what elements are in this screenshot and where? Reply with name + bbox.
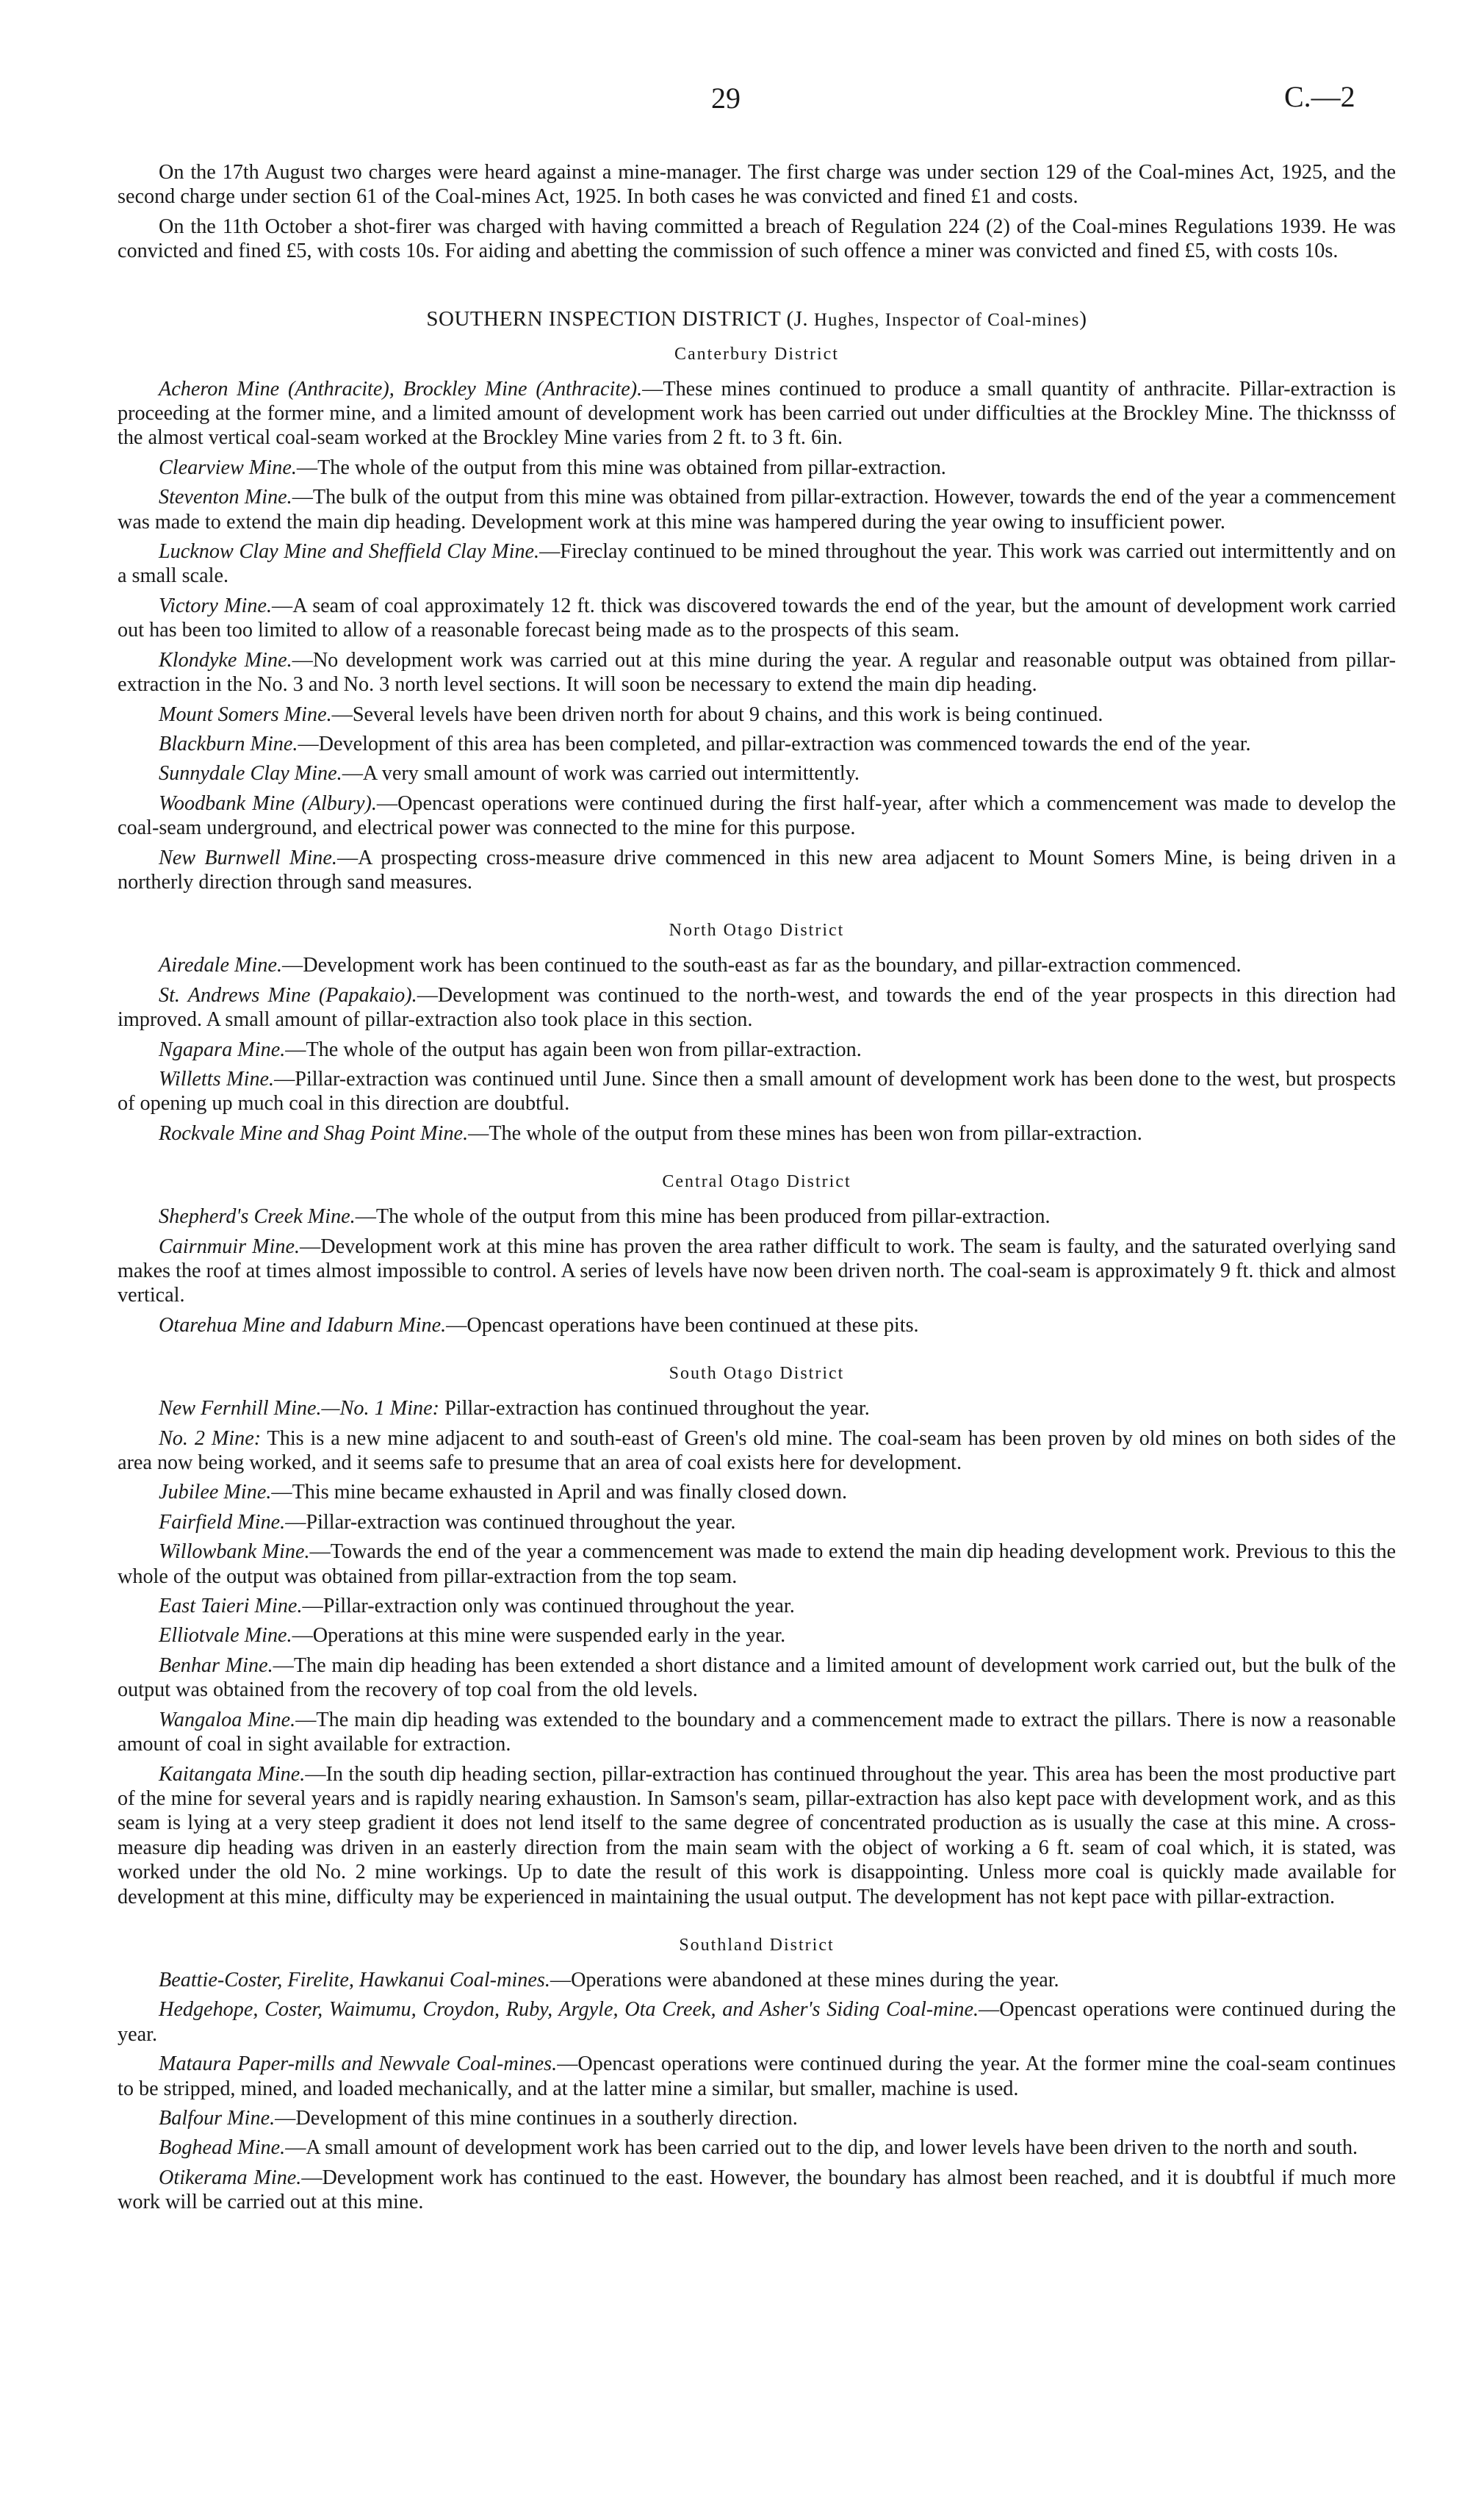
mine-name: East Taieri Mine. [159, 1595, 303, 1618]
mine-entry [118, 732, 1396, 756]
mine-entry [118, 1121, 1396, 1146]
mine-name: Lucknow Clay Mine and Sheffield Clay Mine. [159, 540, 540, 564]
mine-name: Wangaloa Mine. [159, 1708, 296, 1731]
mine-name: Acheron Mine (Anthracite), Brockley Mine (Anthracite). [159, 377, 643, 400]
mine-entry [118, 791, 1396, 841]
mine-name: Benhar Mine. [159, 1653, 273, 1677]
mine-entry [118, 1997, 1396, 2047]
mine-name: Kaitangata Mine. [159, 1762, 306, 1786]
mine-name: Boghead Mine. [159, 2136, 286, 2160]
mine-name: Balfour Mine. [159, 2106, 275, 2130]
mine-entry [118, 703, 1396, 727]
mine-entry [118, 1204, 1396, 1229]
mine-description: —These mines continued to produce a small quantity of anthracite. Pillar-extraction is proceeding at the former mine, and a limited amount of development work has been carried out under difficulties at the Brockley Mine. The thicknsss of the almost vertical coal-seam worked at the Brockley Mine varies from 2 ft. to 3 ft. 6in. [118, 377, 1397, 450]
mine-entry [118, 2166, 1396, 2215]
mine-entry [118, 1510, 1396, 1534]
mine-description: —Development work at this mine has proven the area rather difficult to work. The seam is faulty, and the saturated overlying sand makes the roof at times almost impossible to control. A series of levels have now been driven north. The coal-seam is approximately 9 ft. thick and almost vertical. [118, 1235, 1396, 1307]
page-content [118, 160, 1396, 2220]
mine-description: —Pillar-extraction only was continued throughout the year. [302, 1595, 795, 1618]
mine-entry [118, 1313, 1396, 1337]
district-heading: Southland District [679, 1935, 835, 1955]
mine-description: —The whole of the output from this mine has been produced from pillar-extraction. [355, 1205, 1051, 1229]
mine-description: —The main dip heading has been extended a short distance and a limited amount of development work carried out, but the bulk of the output was obtained from the recovery of top coal from the old levels. [118, 1653, 1396, 1702]
mine-description: —Development of this mine continues in a southerly direction. [275, 2106, 798, 2130]
intro-paragraph: On the 17th August two charges were heard against a mine-manager. The first charge was under section 129 of the Coal-mines Act, 1925, and the second charge under section 61 of the Coal-mines Act, 1925. In both cases he was convicted and fined £1 and costs. [118, 161, 1396, 209]
mine-name: Steventon Mine. [159, 486, 292, 509]
main-heading-close: ) [1079, 306, 1087, 331]
mine-entry [118, 1235, 1396, 1308]
mine-name: Ngapara Mine. [159, 1038, 286, 1061]
mine-name: Airedale Mine. [159, 954, 283, 977]
mine-entry [118, 1396, 1396, 1420]
district-heading: Central Otago District [662, 1172, 851, 1192]
mine-name: Otarehua Mine and Idaburn Mine. [159, 1313, 447, 1337]
mine-name: Sunnydale Clay Mine. [159, 762, 342, 786]
mine-entry [118, 1762, 1396, 1909]
mine-description: —The bulk of the output from this mine was obtained from pillar-extraction. However, towards the end of the year a commencement was made to extend the main dip heading. Development work at this mine was hampered during the year owing to insufficient power. [118, 486, 1396, 534]
mine-entry [118, 1426, 1396, 1476]
mine-name: Elliotvale Mine. [159, 1624, 292, 1648]
mine-name: Victory Mine. [159, 594, 273, 617]
mine-entry [118, 485, 1396, 534]
mine-description: —A seam of coal approximately 12 ft. thick was discovered towards the end of the year, but the amount of development work carried out has been too limited to allow of a reasonable forecast being made as to the prospects of this seam. [118, 594, 1396, 642]
mine-description: —A small amount of development work has been carried out to the dip, and lower levels have been driven to the north and south. [285, 2136, 1358, 2160]
mine-description: —In the south dip heading section, pillar-extraction has continued throughout the year. This area has been the most productive part of the mine for several years and is rapidly nearing exhaustion. In Samson's seam, pillar-extraction has also kept pace with development work, and as this seam is lying at a very steep gradient it does not lend itself to the same degree of concentrated production as is usually the case at this mine. A cross-measure dip heading was driven in an easterly direction from the main seam with the object of working a 6 ft. seam of coal which, it is stated, was worked under the old No. 2 mine workings. Up to date the result of this work is disappointing. Unless more coal is quickly made available for development at this mine, difficulty may be experienced in maintaining the usual output. The development has not kept pace with pillar-extraction. [118, 1762, 1396, 1908]
mine-description: This is a new mine adjacent to and south-east of Green's old mine. The coal-seam has been proven by old mines on both sides of the area now being worked, and it seems safe to presume that an area of coal exists here for development. [118, 1426, 1397, 1475]
mine-name: Woodbank Mine (Albury). [159, 791, 377, 815]
mine-entry [118, 953, 1396, 977]
mine-description: —Operations were abandoned at these mines during the year. [550, 1968, 1059, 1991]
mine-description: —This mine became exhausted in April and was finally closed down. [271, 1481, 847, 1504]
district-heading: South Otago District [669, 1364, 845, 1384]
mine-name: Willetts Mine. [159, 1067, 275, 1091]
mine-entry [118, 594, 1396, 643]
mine-description: —A very small amount of work was carried out intermittently. [342, 762, 860, 786]
intro-paragraph: On the 11th October a shot-firer was charged with having committed a breach of Regulation 224 (2) of the Coal-mines Regulations 1939. He was convicted and fined £5, with costs 10s. For aiding and abetting the commission of such offence a miner was convicted and fined £5, with costs 10s. [118, 215, 1396, 263]
mine-description: —Development work has been continued to the south-east as far as the boundary, and pillar-extraction commenced. [282, 954, 1242, 977]
mine-entry [118, 1480, 1396, 1504]
mine-name: Cairnmuir Mine. [159, 1235, 300, 1258]
mine-name: Otikerama Mine. [159, 2166, 302, 2189]
mine-description: —The main dip heading was extended to the boundary and a commencement made to extract the pillars. There is now a reasonable amount of coal in sight available for extraction. [118, 1708, 1397, 1756]
mine-entry [118, 846, 1396, 895]
mine-name: Mount Somers Mine. [159, 703, 332, 726]
mine-name: New Fernhill Mine.—No. 1 Mine: [159, 1397, 440, 1420]
mine-name: Klondyke Mine. [159, 648, 292, 672]
mine-entry [118, 2052, 1396, 2101]
mine-description: —A prospecting cross-measure drive commenced in this new area adjacent to Mount Somers Mine, is being driven in a northerly direction through sand measures. [118, 846, 1396, 894]
mine-name: St. Andrews Mine (Papakaio). [159, 983, 417, 1007]
main-heading [118, 306, 1396, 333]
mine-entry [118, 377, 1396, 450]
document-code: C.—2 [1284, 80, 1355, 113]
mine-name: Fairfield Mine. [159, 1510, 286, 1534]
mine-entry [118, 1968, 1396, 1992]
mine-description: —Towards the end of the year a commencement was made to extend the main dip heading development work. Previous to this the whole of the output was obtained from pillar-extraction from the top seam. [118, 1540, 1396, 1588]
mine-name: Hedgehope, Coster, Waimumu, Croydon, Ruby, Argyle, Ota Creek, and Asher's Siding Coal-mine. [159, 1998, 979, 2022]
mine-name: New Burnwell Mine. [159, 846, 337, 869]
mine-description: —Opencast operations have been continued at these pits. [446, 1313, 919, 1337]
mine-description: —Fireclay continued to be mined throughout the year. This work was carried out intermittently and on a small scale. [118, 540, 1396, 588]
mine-description: —Operations at this mine were suspended early in the year. [292, 1624, 786, 1648]
mine-description: —The whole of the output has again been won from pillar-extraction. [285, 1038, 862, 1061]
mine-name: No. 2 Mine: [159, 1426, 262, 1450]
mine-entry [118, 1708, 1396, 1757]
mine-description: —Pillar-extraction was continued until June. Since then a small amount of development work has been done to the west, but prospects of opening up much coal in this direction are doubtful. [118, 1067, 1396, 1116]
mine-entry [118, 456, 1396, 480]
district-heading: North Otago District [669, 921, 845, 941]
intro-section [118, 160, 1396, 264]
mine-entry [118, 1594, 1396, 1618]
mine-name: Rockvale Mine and Shag Point Mine. [159, 1121, 469, 1145]
mine-description: —No development work was carried out at this mine during the year. A regular and reasonable output was obtained from pillar-extraction in the No. 3 and No. 3 north level sections. It will soon be necessary to extend the main dip heading. [118, 648, 1396, 697]
main-heading-inspector: Hughes, Inspector of Coal-mines [813, 309, 1080, 330]
mine-name: Shepherd's Creek Mine. [159, 1205, 356, 1229]
mine-entry [118, 1067, 1396, 1116]
mine-entry [118, 761, 1396, 786]
mine-name: Blackburn Mine. [159, 732, 298, 755]
mine-description: —Opencast operations were continued during the year. At the former mine the coal-seam continues to be stripped, mined, and loaded mechanically, and at the latter mine a similar, but smaller, machine is used. [118, 2052, 1396, 2100]
mine-entry [118, 1653, 1396, 1703]
mine-entry [118, 1540, 1396, 1589]
mine-name: Jubilee Mine. [159, 1481, 272, 1504]
mine-entry [118, 1038, 1396, 1062]
mine-description: —Development work has continued to the east. However, the boundary has almost been reached, and it is doubtful if much more work will be carried out at this mine. [118, 2166, 1396, 2214]
mine-entry [118, 539, 1396, 589]
mine-entry [118, 648, 1396, 697]
mine-description: —Pillar-extraction was continued throughout the year. [285, 1510, 736, 1534]
mine-entry [118, 983, 1396, 1032]
mine-description: Pillar-extraction has continued throughout the year. [439, 1397, 870, 1420]
page-number: 29 [711, 82, 741, 115]
mine-name: Willowbank Mine. [159, 1540, 310, 1564]
mine-name: Beattie-Coster, Firelite, Hawkanui Coal-mines. [159, 1968, 550, 1991]
mine-description: —Opencast operations were continued during the first half-year, after which a commencement was made to develop the coal-seam underground, and electrical power was connected to the mine for this purpose. [118, 791, 1396, 840]
mine-description: —The whole of the output from these mines has been won from pillar-extraction. [468, 1121, 1142, 1145]
mine-entry [118, 1623, 1396, 1648]
main-heading-title: SOUTHERN INSPECTION DISTRICT (J. [426, 306, 814, 331]
mine-name: Clearview Mine. [159, 456, 297, 479]
mine-description: —Development was continued to the north-west, and towards the end of the year prospects in this direction had improved. A small amount of pillar-extraction also took place in this section. [118, 983, 1397, 1032]
district-heading: Canterbury District [674, 344, 839, 364]
mine-name: Mataura Paper-mills and Newvale Coal-mines. [159, 2052, 558, 2076]
mine-description: —The whole of the output from this mine was obtained from pillar-extraction. [296, 456, 946, 479]
districts-section [118, 343, 1396, 2215]
mine-entry [118, 2106, 1396, 2130]
mine-entry [118, 2136, 1396, 2160]
mine-description: —Development of this area has been completed, and pillar-extraction was commenced towards the end of the year. [298, 732, 1251, 755]
mine-description: —Several levels have been driven north for about 9 chains, and this work is being continued. [331, 703, 1103, 726]
mine-description: —Opencast operations were continued during the year. [118, 1998, 1396, 2046]
